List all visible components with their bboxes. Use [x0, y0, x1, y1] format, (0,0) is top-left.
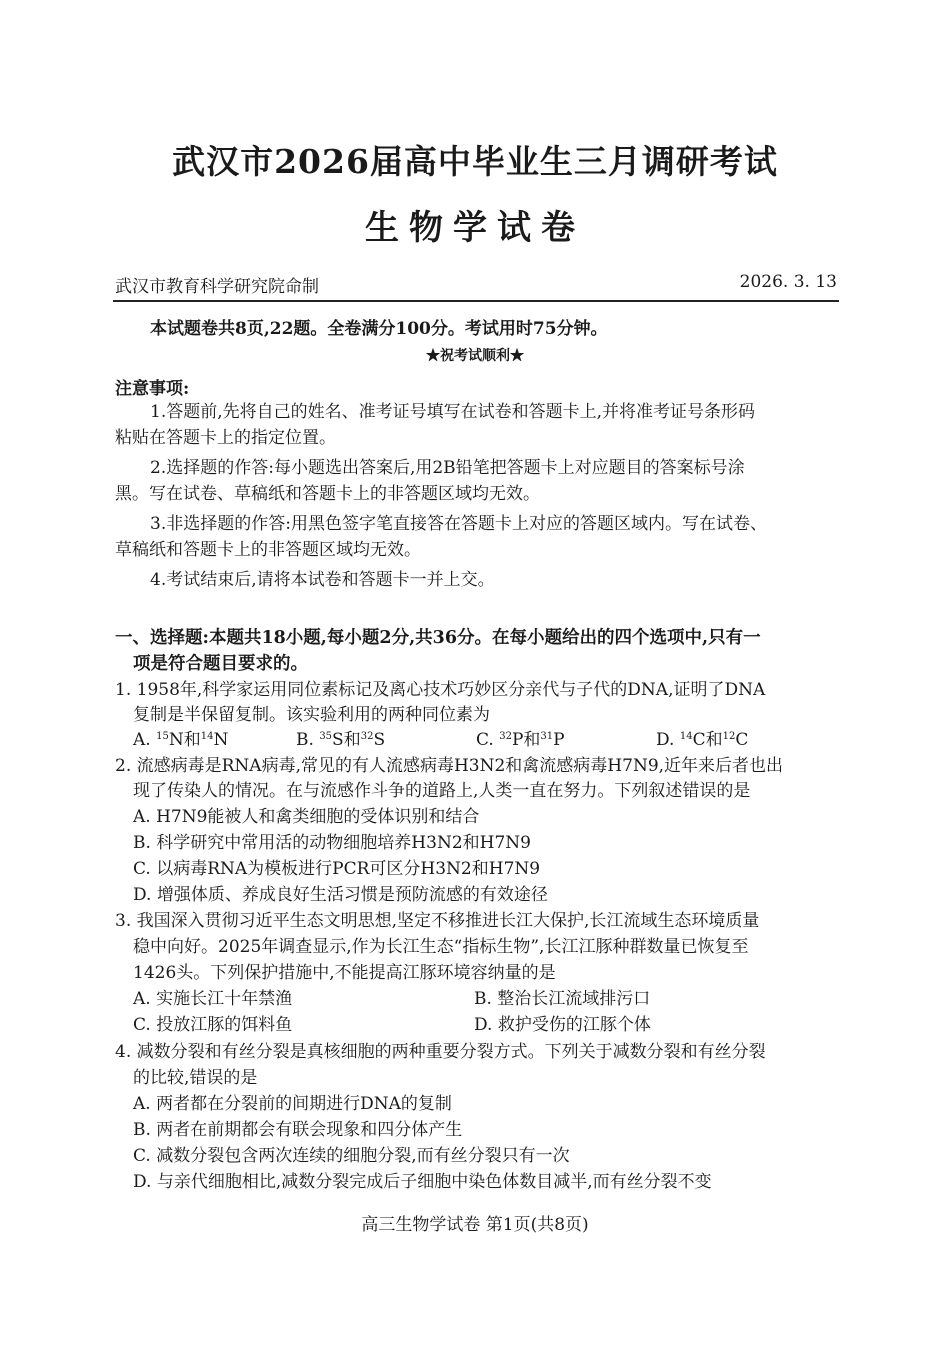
question-3-option-a: A. 实施长江十年禁渔 — [133, 989, 293, 1009]
question-3-stem: 3. 我国深入贯彻习近平生态文明思想,坚定不移推进长江大保护,长江流域生态环境质量 — [115, 911, 760, 931]
question-1-option-a: A. $^{15}$N和$^{14}$N — [133, 730, 229, 750]
good-luck-banner: ★祝考试顺利★ — [426, 348, 524, 364]
note-line: 1.答题前,先将自己的姓名、准考证号填写在试卷和答题卡上,并将准考证号条形码 — [150, 402, 756, 422]
question-2-stem-cont: 现了传染人的情况。在与流感作斗争的道路上,人类一直在努力。下列叙述错误的是 — [133, 781, 751, 801]
note-line: 2.选择题的作答:每小题选出答案后,用2B铅笔把答题卡上对应题目的答案标号涂 — [150, 458, 745, 478]
note-line: 黑。写在试卷、草稿纸和答题卡上的非答题区域均无效。 — [115, 484, 540, 504]
question-2-stem: 2. 流感病毒是RNA病毒,常见的有人流感病毒H3N2和禽流感病毒H7N9,近年来后者也出 — [115, 756, 784, 776]
question-1-stem: 1. 1958年,科学家运用同位素标记及离心技术巧妙区分亲代与子代的DNA,证明了DNA — [115, 680, 766, 700]
question-2-option-b: B. 科学研究中常用活的动物细胞培养H3N2和H7N9 — [133, 833, 531, 853]
exam-date: 2026. 3. 13 — [739, 272, 837, 292]
exam-summary: 本试题卷共8页,22题。全卷满分100分。考试用时75分钟。 — [150, 319, 608, 339]
question-2-option-c: C. 以病毒RNA为模板进行PCR可区分H3N2和H7N9 — [133, 859, 541, 879]
note-line: 粘贴在答题卡上的指定位置。 — [115, 428, 336, 448]
question-4-option-b: B. 两者在前期都会有联会现象和四分体产生 — [133, 1120, 463, 1140]
question-4-option-d: D. 与亲代细胞相比,减数分裂完成后子细胞中染色体数目减半,而有丝分裂不变 — [133, 1172, 712, 1192]
question-3-option-c: C. 投放江豚的饵料鱼 — [133, 1015, 293, 1035]
question-4-stem-cont: 的比较,错误的是 — [133, 1068, 258, 1088]
question-3-stem-cont: 1426头。下列保护措施中,不能提高江豚环境容纳量的是 — [133, 963, 556, 983]
question-1-option-c: C. $^{32}$P和$^{31}$P — [476, 730, 565, 750]
header-divider — [113, 300, 839, 302]
question-1-stem-cont: 复制是半保留复制。该实验利用的两种同位素为 — [133, 705, 490, 725]
question-2-option-d: D. 增强体质、养成良好生活习惯是预防流感的有效途径 — [133, 885, 548, 905]
question-3-stem-cont: 稳中向好。2025年调查显示,作为长江生态“指标生物”,长江江豚种群数量已恢复至 — [133, 937, 749, 957]
question-2-option-a: A. H7N9能被人和禽类细胞的受体识别和结合 — [133, 807, 480, 827]
exam-title: 武汉市2026届高中毕业生三月调研考试 — [172, 142, 778, 181]
note-line: 4.考试结束后,请将本试卷和答题卡一并上交。 — [150, 570, 495, 590]
question-4-option-a: A. 两者都在分裂前的间期进行DNA的复制 — [133, 1094, 452, 1114]
question-1-option-d: D. $^{14}$C和$^{12}$C — [656, 730, 749, 750]
issuer-label: 武汉市教育科学研究院命制 — [115, 277, 319, 297]
question-4-option-c: C. 减数分裂包含两次连续的细胞分裂,而有丝分裂只有一次 — [133, 1146, 570, 1166]
question-4-stem: 4. 减数分裂和有丝分裂是真核细胞的两种重要分裂方式。下列关于减数分裂和有丝分裂 — [115, 1042, 766, 1062]
note-line: 3.非选择题的作答:用黑色签字笔直接答在答题卡上对应的答题区域内。写在试卷、 — [150, 514, 767, 534]
section-heading: 一、选择题:本题共18小题,每小题2分,共36分。在每小题给出的四个选项中,只有一 — [115, 628, 761, 648]
page-footer: 高三生物学试卷 第1页(共8页) — [361, 1215, 589, 1235]
section-heading-cont: 项是符合题目要求的。 — [133, 654, 308, 674]
notes-title: 注意事项: — [115, 379, 190, 399]
question-3-option-b: B. 整治长江流域排污口 — [474, 989, 651, 1009]
exam-subtitle: 生物学试卷 — [365, 208, 585, 248]
question-1-option-b: B. $^{35}$S和$^{32}$S — [296, 730, 386, 750]
note-line: 草稿纸和答题卡上的非答题区域均无效。 — [115, 540, 421, 560]
question-3-option-d: D. 救护受伤的江豚个体 — [474, 1015, 651, 1035]
